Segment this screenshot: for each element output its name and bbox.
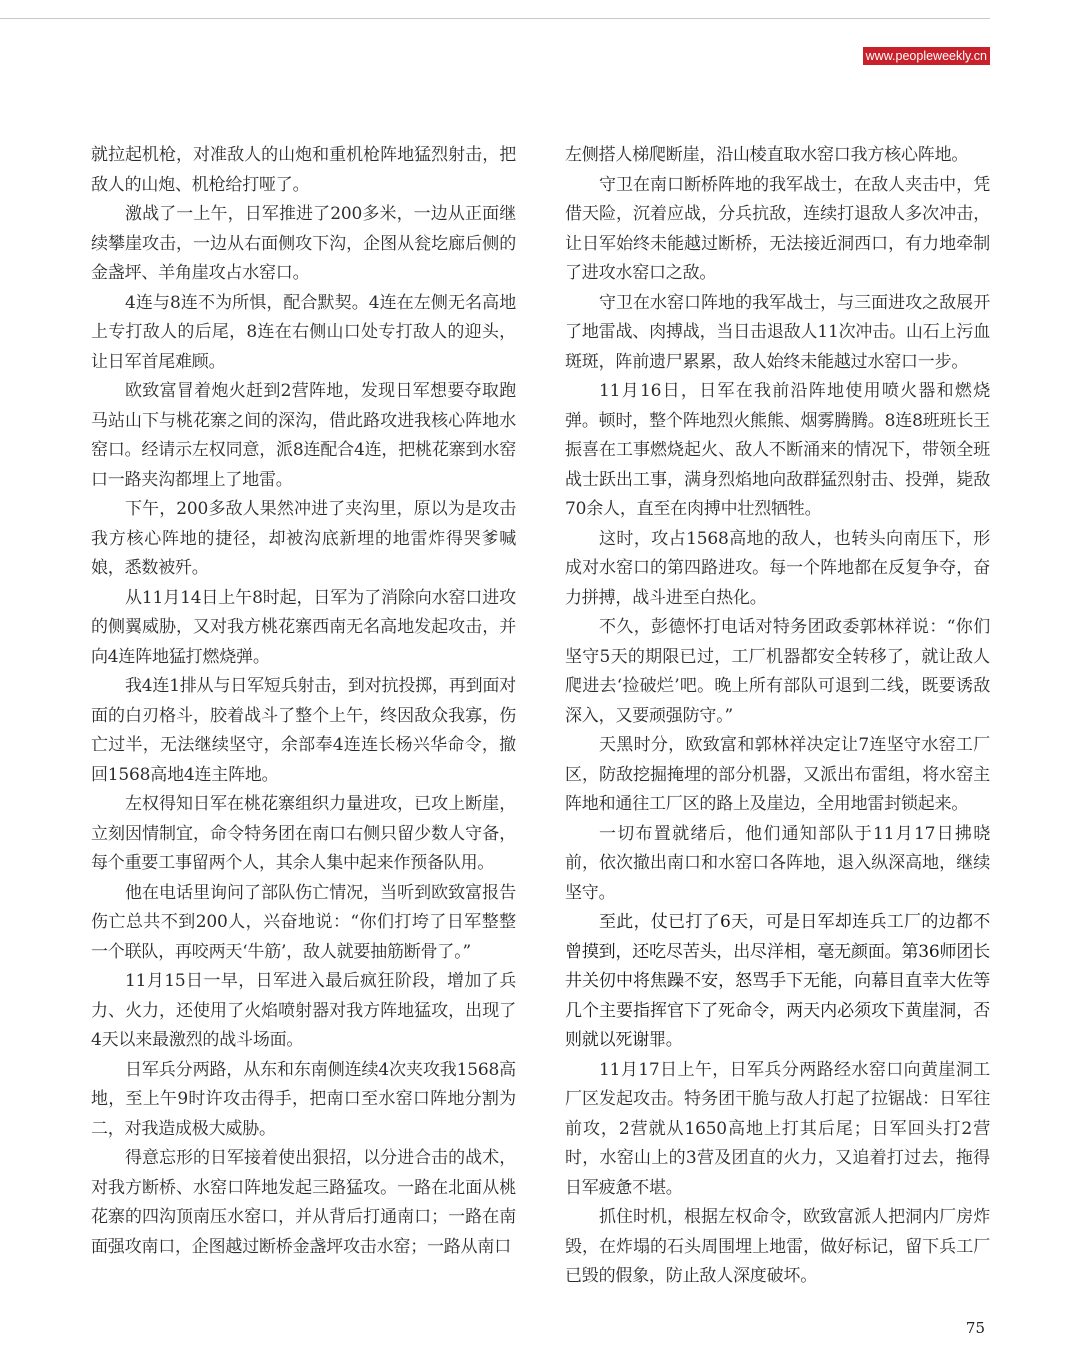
paragraph: 守卫在南口断桥阵地的我军战士，在敌人夹击中，凭借天险，沉着应战，分兵抗敌，连续打退敌人多次冲击，让日军始终未能越过断桥，无法接近洞西口，有力地牵制了进攻水窑口之敌。 [565,174,990,283]
paragraph: 守卫在水窑口阵地的我军战士，与三面进攻之敌展开了地雷战、肉搏战，当日击退敌人11次冲击。山石上污血斑斑，阵前遗尸累累，敌人始终未能越过水窑口一步。 [565,292,990,372]
paragraph: 4连与8连不为所惧，配合默契。4连在左侧无名高地上专打敌人的后尾，8连在右侧山口处专打敌人的迎头，让日军首尾难顾。 [91,292,516,372]
paragraph: 这时，攻占1568高地的敌人，也转头向南压下，形成对水窑口的第四路进攻。每一个阵地都在反复争夺，奋力拼搏，战斗进至白热化。 [565,528,990,608]
paragraph: 一切布置就绪后，他们通知部队于11月17日拂晓前，依次撤出南口和水窑口各阵地，退入纵深高地，继续坚守。 [565,823,990,903]
paragraph: 左权得知日军在桃花寨组织力量进攻，已攻上断崖，立刻因情制宜，命令特务团在南口右侧只留少数人守备，每个重要工事留两个人，其余人集中起来作预备队用。 [91,794,516,873]
paragraph: 左侧搭人梯爬断崖，沿山棱直取水窑口我方核心阵地。 [565,145,969,165]
paragraph: 天黑时分，欧致富和郭林祥决定让7连坚守水窑工厂区，防敌挖掘掩埋的部分机器，又派出布雷组，将水窑主阵地和通往工厂区的路上及崖边，全用地雷封锁起来。 [565,735,990,814]
site-url-tag[interactable]: www.peopleweekly.cn [863,47,990,65]
paragraph: 得意忘形的日军接着使出狠招，以分进合击的战术，对我方断桥、水窑口阵地发起三路猛攻。一路在北面从桃花寨的四沟顶南压水窑口，并从背后打通南口；一路在南面强攻南口，企图越过断桥金盏坪攻击水窑；一路从南口 [91,1148,516,1257]
paragraph: 日军兵分两路，从东和东南侧连续4次夹攻我1568高地，至上午9时许攻击得手，把南口至水窑口阵地分割为二，对我造成极大威胁。 [91,1059,516,1139]
paragraph: 11月17日上午，日军兵分两路经水窑口向黄崖洞工厂区发起攻击。特务团干脆与敌人打起了拉锯战：日军往前攻，2营就从1650高地上打其后尾；日军回头打2营时，水窑山上的3营及团直的火力，又追着打过去，拖得日军疲惫不堪。 [565,1059,990,1198]
paragraph: 抓住时机，根据左权命令，欧致富派人把洞内厂房炸毁，在炸塌的石头周围埋上地雷，做好标记，留下兵工厂已毁的假象，防止敌人深度破坏。 [565,1207,990,1286]
paragraph: 至此，仗已打了6天，可是日军却连兵工厂的边都不曾摸到，还吃尽苦头，出尽洋相，毫无颜面。第36师团长井关仞中将焦躁不安，怒骂手下无能，向幕目直幸大佐等几个主要指挥官下了死命令，两天内必须攻下黄崖洞，否则就以死谢罪。 [565,912,990,1050]
page-number: 75 [965,1319,985,1337]
paragraph: 我4连1排从与日军短兵射击，到对抗投掷，再到面对面的白刃格斗，胶着战斗了整个上午，终因敌众我寡，伤亡过半，无法继续坚守，余部奉4连连长杨兴华命令，撤回1568高地4连主阵地。 [91,676,516,785]
paragraph: 欧致富冒着炮火赶到2营阵地，发现日军想要夺取跑马站山下与桃花寨之间的深沟，借此路攻进我核心阵地水窑口。经请示左权同意，派8连配合4连，把桃花寨到水窑口一路夹沟都埋上了地雷。 [91,381,516,490]
header-rule [0,18,990,19]
article-column-right [565,141,990,1292]
paragraph: 就拉起机枪，对准敌人的山炮和重机枪阵地猛烈射击，把敌人的山炮、机枪给打哑了。 [91,145,516,195]
paragraph: 下午，200多敌人果然冲进了夹沟里，原以为是攻击我方核心阵地的捷径，却被沟底新埋的地雷炸得哭爹喊娘，悉数被歼。 [91,499,516,578]
paragraph: 从11月14日上午8时起，日军为了消除向水窑口进攻的侧翼威胁，又对我方桃花寨西南无名高地发起攻击，并向4连阵地猛打燃烧弹。 [91,587,516,667]
paragraph: 他在电话里询问了部队伤亡情况，当听到欧致富报告伤亡总共不到200人，兴奋地说：“你们打垮了日军整整一个联队，再咬两天‘牛筋’，敌人就要抽筋断骨了。” [91,882,516,962]
paragraph: 11月16日，日军在我前沿阵地使用喷火器和燃烧弹。顿时，整个阵地烈火熊熊、烟雾腾腾。8连8班班长王振喜在工事燃烧起火、敌人不断涌来的情况下，带领全班战士跃出工事，满身烈焰地向敌群猛烈射击、投弹，毙敌70余人，直至在肉搏中壮烈牺牲。 [565,381,990,519]
paragraph: 激战了一上午，日军推进了200多米，一边从正面继续攀崖攻击，一边从右面侧攻下沟，企图从瓮圪廊后侧的金盏坪、羊角崖攻占水窑口。 [91,204,516,283]
paragraph: 不久，彭德怀打电话对特务团政委郭林祥说：“你们坚守5天的期限已过，工厂机器都安全转移了，就让敌人爬进去‘捡破烂’吧。晚上所有部队可退到二线，既要诱敌深入，又要顽强防守。” [565,617,990,726]
paragraph: 11月15日一早，日军进入最后疯狂阶段，增加了兵力、火力，还使用了火焰喷射器对我方阵地猛攻，出现了4天以来最激烈的战斗场面。 [91,971,516,1050]
article-column-left [91,141,516,1262]
